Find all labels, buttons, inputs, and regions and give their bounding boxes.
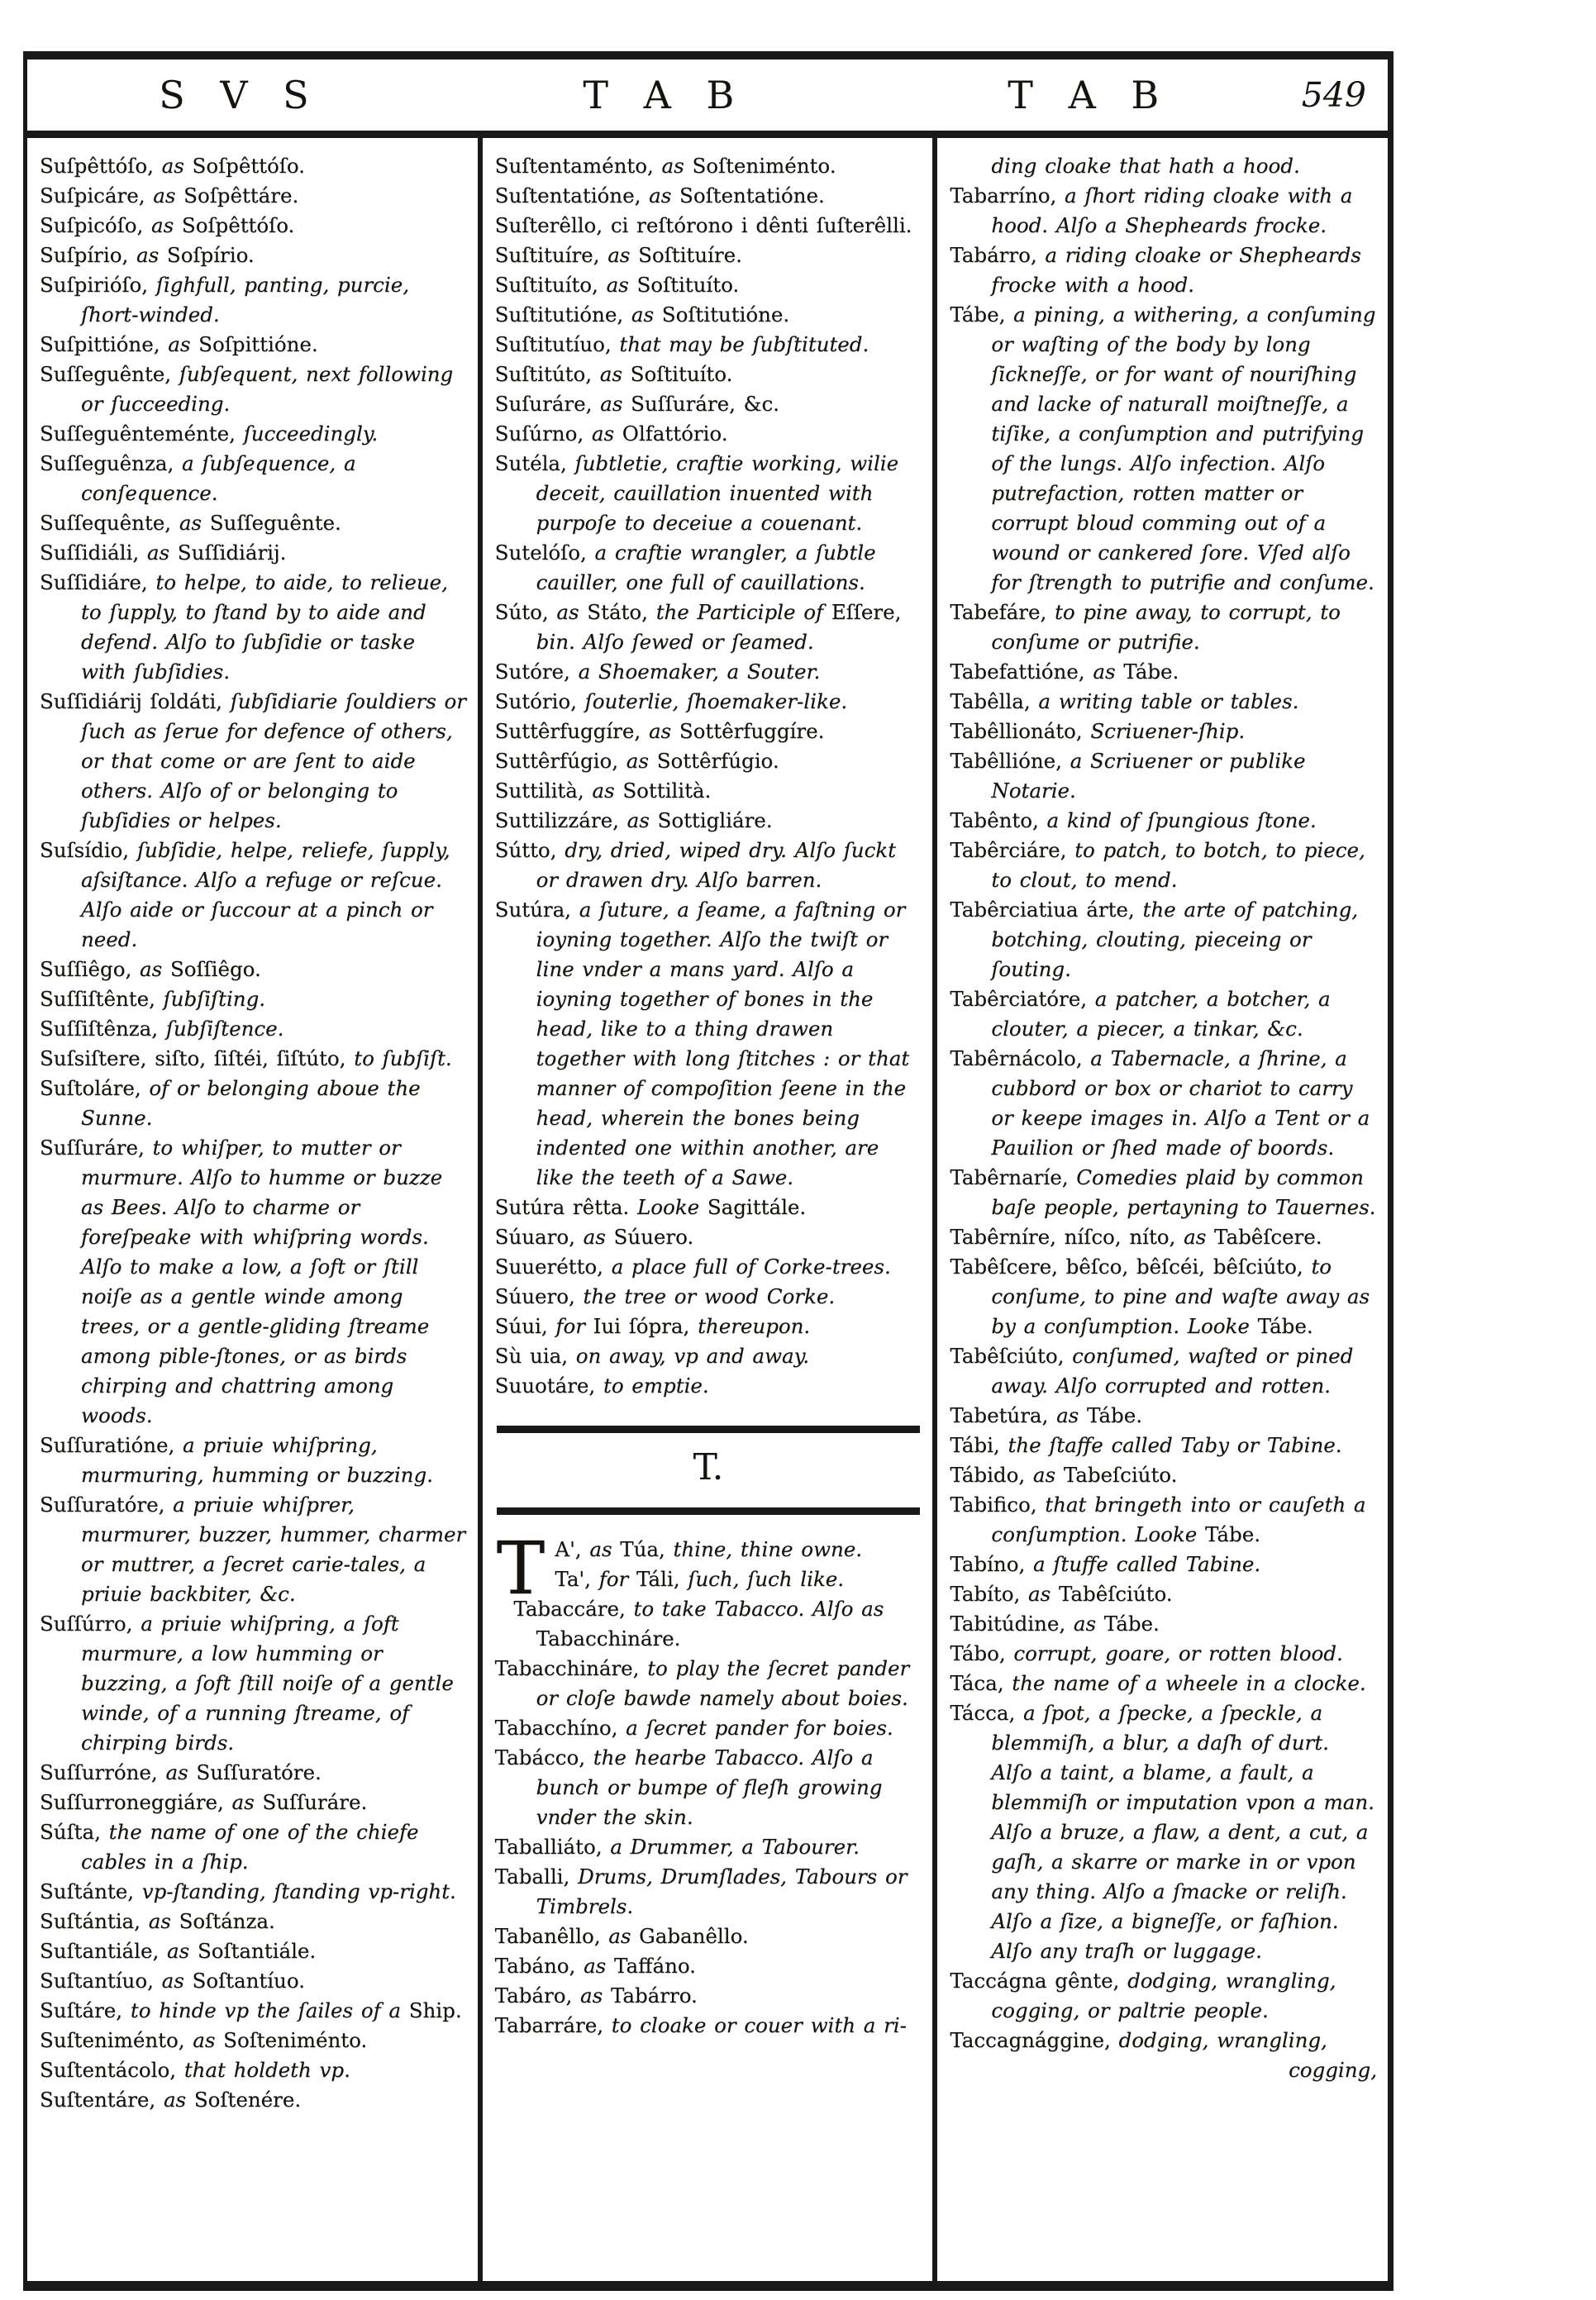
dictionary-entry: Suſtánte, vp-ſtanding, ſtanding vp-right. — [40, 1879, 456, 1903]
dictionary-entry: Suſtoláre, of or belonging aboue the Sunne. — [40, 1076, 421, 1130]
column-3 — [937, 138, 1388, 2281]
dictionary-entry: Ta', for Táli, ſuch, ſuch like. — [555, 1567, 845, 1591]
dictionary-entry: Tabêſcere, bêſco, bêſcéi, bêſciúto, to conſume, to pine and waſte away as by a conſumption. Looke Tábe. — [950, 1255, 1370, 1338]
column-2 — [483, 138, 933, 2281]
running-head-right: T A B — [1008, 73, 1171, 117]
dictionary-entry: Suſſeguênza, a ſubſequence, a conſequence. — [40, 451, 356, 505]
dictionary-entry: Sutéla, ſubtletie, craftie working, wilie deceit, cauillation inuented with purpoſe to deceiue a couenant. — [494, 451, 899, 535]
dictionary-entry: Tabêrciatiua árte, the arte of patching, botching, clouting, pieceing or ſouting. — [950, 898, 1359, 981]
dictionary-entry: Suſſurroneggiáre, as Suſſuráre. — [40, 1790, 368, 1814]
dictionary-entry: Suſſequênte, as Suſſeguênte. — [40, 511, 341, 535]
dictionary-entry: Tabíto, as Tabêſciúto. — [950, 1582, 1173, 1606]
dictionary-entry: Suſſuráre, to whiſper, to mutter or murmure. Alſo to humme or buzze as Bees. Alſo to charme or foreſpeake with whiſpring words. Alſo to make a low, a ſoft or ſtill noiſe as a gentle winde among trees, or a gentle-gliding ſtreame among pible-ſtones, or as birds chirping and chattring among woods. — [40, 1136, 443, 1427]
dictionary-entry: Tábi, the ſtaffe called Taby or Tabine. — [950, 1433, 1342, 1457]
section-letter: T. — [693, 1446, 724, 1488]
dictionary-entry: Suſpêttóſo, as Soſpêttóſo. — [40, 154, 305, 178]
dictionary-entry: Tabitúdine, as Tábe. — [950, 1612, 1160, 1636]
dictionary-entry: Taballiáto, a Drummer, a Tabourer. — [494, 1835, 860, 1859]
dictionary-entry: Taballi, Drums, Drumſlades, Tabours or Timbrels. — [494, 1864, 908, 1918]
dictionary-entry: Súuero, the tree or wood Corke. — [494, 1284, 836, 1308]
dictionary-entry: Suſpírio, as Soſpírio. — [40, 243, 255, 267]
dictionary-entry: Suſſeguênte, ſubſequent, next following or ſucceeding. — [40, 362, 454, 416]
dictionary-entry: Tabêſciúto, conſumed, waſted or pined away. Alſo corrupted and rotten. — [950, 1344, 1354, 1398]
dictionary-entry: Súui, for Iui ſópra, thereupon. — [494, 1314, 811, 1338]
dictionary-entry: Suſſuratióne, a priuie whiſpring, murmuring, humming or buzzing. — [40, 1433, 433, 1487]
dictionary-entry: Suſpicáre, as Soſpêttáre. — [40, 183, 299, 207]
page-header — [27, 60, 1388, 138]
dictionary-entry: Tabarríno, a ſhort riding cloake with a hood. Alſo a Shepheards frocke. — [950, 183, 1353, 237]
dictionary-entry: Suſtentáre, as Soſtenére. — [40, 2088, 302, 2112]
dictionary-entry: Suſtáre, to hinde vp the ſailes of a Ship. — [40, 1998, 462, 2022]
dictionary-entry: Sutório, ſouterlie, ſhoemaker-like. — [494, 689, 848, 713]
dictionary-entry: Táca, the name of a wheele in a clocke. — [950, 1671, 1366, 1695]
dictionary-entry: Súſta, the name of one of the chiefe cables in a ſhip. — [40, 1820, 419, 1874]
entry-continuation: ding cloake that hath a hood. — [991, 154, 1300, 178]
dictionary-entry: Tabêrnácolo, a Tabernacle, a ſhrine, a cubbord or box or chariot to carry or keepe images in. Alſo a Tent or a Pauilion or ſhed made of boords. — [950, 1046, 1370, 1160]
page-frame — [23, 51, 1394, 2291]
dictionary-entry: Suſtántia, as Soſtánza. — [40, 1909, 275, 1933]
dictionary-entry: Suttilizzáre, as Sottigliáre. — [494, 808, 773, 832]
dictionary-entry: Suſtituíto, as Soſtituíto. — [494, 273, 740, 297]
dictionary-entry: Suſpittióne, as Soſpittióne. — [40, 332, 318, 356]
dictionary-entry: Tabacchináre, to play the ſecret pander or cloſe bawde namely about boies. — [494, 1656, 910, 1710]
dictionary-entry: Tábido, as Tabeſciúto. — [950, 1463, 1178, 1487]
dictionary-entry: Suſtantíuo, as Soſtantíuo. — [40, 1969, 305, 1993]
dictionary-entry: Sutóre, a Shoemaker, a Souter. — [494, 660, 821, 683]
dictionary-entry: Tabácco, the hearbe Tabacco. Alſo a bunch or bumpe of fleſh growing vnder the skin. — [494, 1745, 883, 1829]
dictionary-entry: Sù uia, on away, vp and away. — [494, 1344, 809, 1368]
column-1 — [27, 138, 478, 2281]
dictionary-entry: Tabênto, a kind of ſpungious ſtone. — [950, 808, 1317, 832]
dictionary-entry: Tábe, a pining, a withering, a conſuming or waſting of the body by long ſickneſſe, or for want of nouriſhing and lacke of naturall moiſtneſſe, a tiſike, a conſumption and putrifying of the lungs. Alſo infection. Alſo putrefaction, rotten matter or corrupt bloud comming out of a wound or cankered ſore. Vſed alſo for ſtrength to putrifie and conſume. — [950, 302, 1376, 594]
dictionary-entry: Suſteniménto, as Soſteniménto. — [40, 2028, 368, 2052]
dictionary-entry: Sutúra rêtta. Looke Sagittále. — [494, 1195, 807, 1219]
dictionary-entry: Suuerétto, a place full of Corke-trees. — [494, 1255, 891, 1279]
dictionary-entry: Suſpicóſo, as Soſpêttóſo. — [40, 213, 295, 237]
dictionary-entry: Suſsídio, ſubſidie, helpe, reliefe, ſupply, aſsiſtance. Alſo a refuge or reſcue. Alſo aide or ſuccour at a pinch or need. — [40, 838, 450, 951]
page-number: 549 — [1301, 75, 1366, 115]
dictionary-entry: Suſſúrro, a priuie whiſpring, a ſoft murmure, a low humming or buzzing, a ſoft ſtill noiſe of a gentle winde, of a running ſtreame, of chirping birds. — [40, 1612, 454, 1755]
dictionary-entry: Suſtentácolo, that holdeth vp. — [40, 2058, 350, 2082]
dictionary-entry: Tabanêllo, as Gabanêllo. — [494, 1924, 749, 1948]
dictionary-entry: Taccagnággine, dodging, wrangling, — [950, 2028, 1327, 2052]
dictionary-entry: Tabarráre, to cloake or couer with a ri- — [494, 2013, 907, 2037]
dictionary-entry: Suuotáre, to emptie. — [494, 1374, 709, 1398]
dictionary-entry: Tabefattióne, as Tábe. — [950, 660, 1179, 683]
entry-continuation-right: cogging, — [1289, 2058, 1378, 2082]
dictionary-entry: Súto, as Státo, the Participle of Eſſere, bin. Alſo ſewed or ſeamed. — [494, 600, 902, 654]
dictionary-entry: Tabêllionáto, Scriuener-ſhip. — [950, 719, 1246, 743]
dictionary-entry: Tabêllióne, a Scriuener or publike Notarie. — [950, 749, 1306, 802]
dictionary-entry: Suſſiſtênte, ſubſiſting. — [40, 987, 266, 1011]
dictionary-entry: Tabêrciatóre, a patcher, a botcher, a clouter, a piecer, a tinkar, &c. — [950, 987, 1331, 1040]
dictionary-entry: Suſſidiárij ſoldáti, ſubſidiarie ſouldiers or ſuch as ſerue for defence of others, or that come or are ſent to aide others. Alſo of or belonging to ſubſidies or helpes. — [40, 689, 467, 832]
dictionary-entry: Suttêrfúgio, as Sottêrfúgio. — [494, 749, 779, 773]
dictionary-entry: Suſtentatióne, as Soſtentatióne. — [494, 183, 825, 207]
running-head-center: T A B — [583, 73, 746, 117]
dictionary-entry: Sútto, dry, dried, wiped dry. Alſo ſuckt or drawen dry. Alſo barren. — [494, 838, 896, 892]
dictionary-entry: Súuaro, as Súuero. — [494, 1225, 694, 1249]
dictionary-entry: Tabíno, a ſtuffe called Tabine. — [950, 1552, 1261, 1576]
dictionary-entry: Tábo, corrupt, goare, or rotten blood. — [950, 1641, 1343, 1665]
dictionary-entry: Tabêlla, a writing table or tables. — [950, 689, 1299, 713]
dictionary-entry: Suſtitutióne, as Soſtitutióne. — [494, 302, 790, 326]
section-rule — [497, 1507, 921, 1515]
dictionary-entry: Tabetúra, as Tábe. — [950, 1403, 1143, 1427]
dictionary-entry: Sutúra, a ſuture, a ſeame, a faſtning or ioyning together. Alſo the twiſt or line vnder a mans yard. Alſo a ioyning together of bones in the head, like to a thing drawen together with long ſtitches : or that manner of compoſition ſeene in the head, wherein the bones being indented one within another, are like the teeth of a Sawe. — [494, 898, 910, 1189]
dictionary-entry: Tabaccáre, to take Tabacco. Alſo as Tabacchináre. — [513, 1597, 884, 1650]
dictionary-entry: Tácca, a ſpot, a ſpecke, a ſpeckle, a blemmiſh, a blur, a daſh of durt. Alſo a taint, a blame, a fault, a blemmiſh or imputation vpon a man. Alſo a bruze, a flaw, a dent, a cut, a gaſh, a skarre or marke in or vpon any thing. Alſo a ſmacke or reliſh. Alſo a ſize, a bigneſſe, or faſhion. Alſo any traſh or luggage. — [950, 1701, 1374, 1963]
dictionary-entry: Taccágna gênte, dodging, wrangling, cogging, or paltrie people. — [950, 1969, 1336, 2022]
dictionary-entry: Tabefáre, to pine away, to corrupt, to conſume or putrifie. — [950, 600, 1341, 654]
dictionary-entry: Tabacchíno, a ſecret pander for boies. — [494, 1716, 893, 1740]
page-content — [27, 138, 1388, 2281]
dictionary-entry: Suſſiêgo, as Soſſiêgo. — [40, 957, 261, 981]
dictionary-entry: Tabifico, that bringeth into or cauſeth a conſumption. Looke Tábe. — [950, 1493, 1366, 1546]
dictionary-entry: Suſtantiále, as Soſtantiále. — [40, 1939, 317, 1963]
dictionary-entry: Suſterêllo, ci reſtórono i dênti ſuſterêlli. — [494, 213, 912, 237]
dictionary-entry: Suſuráre, as Suſſuráre, &c. — [494, 392, 779, 416]
dictionary-entry: Sutelóſo, a craftie wrangler, a ſubtle cauiller, one full of cauillations. — [494, 540, 876, 594]
dictionary-entry: Tabêrnaríe, Comedies plaid by common baſe people, pertayning to Tauernes. — [950, 1165, 1376, 1219]
dictionary-entry: Suſpirióſo, ſighfull, panting, purcie, ſhort-winded. — [40, 273, 409, 326]
dictionary-entry: Suſtituíre, as Soſtituíre. — [494, 243, 742, 267]
drop-cap-T: T — [496, 1526, 545, 1611]
dictionary-entry: Suſtitúto, as Soſtituíto. — [494, 362, 733, 386]
dictionary-entry: Suſſidiáre, to helpe, to aide, to relieue, to ſupply, to ſtand by to aide and defend. Alſo to ſubſidie or taske with ſubſidies. — [40, 570, 448, 683]
dictionary-entry: Tabárro, a riding cloake or Shepheards frocke with a hood. — [950, 243, 1361, 297]
dictionary-entry: Suſſidiáli, as Suſſidiárij. — [40, 540, 287, 564]
dictionary-entry: Suttilità, as Sottilità. — [494, 779, 712, 802]
dictionary-entry: Suſsiſtere, siſto, ſiſtéi, ſiſtúto, to ſubſiſt. — [40, 1046, 452, 1070]
dictionary-entry: Suſſuratóre, a priuie whiſprer, murmurer, buzzer, hummer, charmer or muttrer, a ſecret carie-tales, a priuie backbiter, &c. — [40, 1493, 466, 1606]
dictionary-entry: Suſſurróne, as Suſſuratóre. — [40, 1760, 322, 1784]
dictionary-entry: Suſſeguênteménte, ſucceedingly. — [40, 421, 379, 445]
dictionary-entry: Suſúrno, as Olfattório. — [494, 421, 728, 445]
dictionary-entry: T A', as Túa, thine, thine owne. — [496, 1526, 863, 1611]
dictionary-entry: Suſtitutíuo, that may be ſubſtituted. — [494, 332, 869, 356]
dictionary-entry: Suttêrfuggíre, as Sottêrfuggíre. — [494, 719, 825, 743]
dictionary-entry: Tabêrníre, níſco, níto, as Tabêſcere. — [950, 1225, 1322, 1249]
dictionary-entry: Tabêrciáre, to patch, to botch, to piece, to clout, to mend. — [950, 838, 1365, 892]
dictionary-entry: Suſtentaménto, as Soſteniménto. — [494, 154, 836, 178]
running-head-left: S V S — [159, 73, 321, 117]
dictionary-entry: Tabáno, as Taffáno. — [494, 1954, 696, 1978]
dictionary-entry: Suſſiſtênza, ſubſiſtence. — [40, 1017, 284, 1040]
dictionary-entry: Tabáro, as Tabárro. — [494, 1983, 698, 2007]
section-rule — [497, 1426, 921, 1433]
